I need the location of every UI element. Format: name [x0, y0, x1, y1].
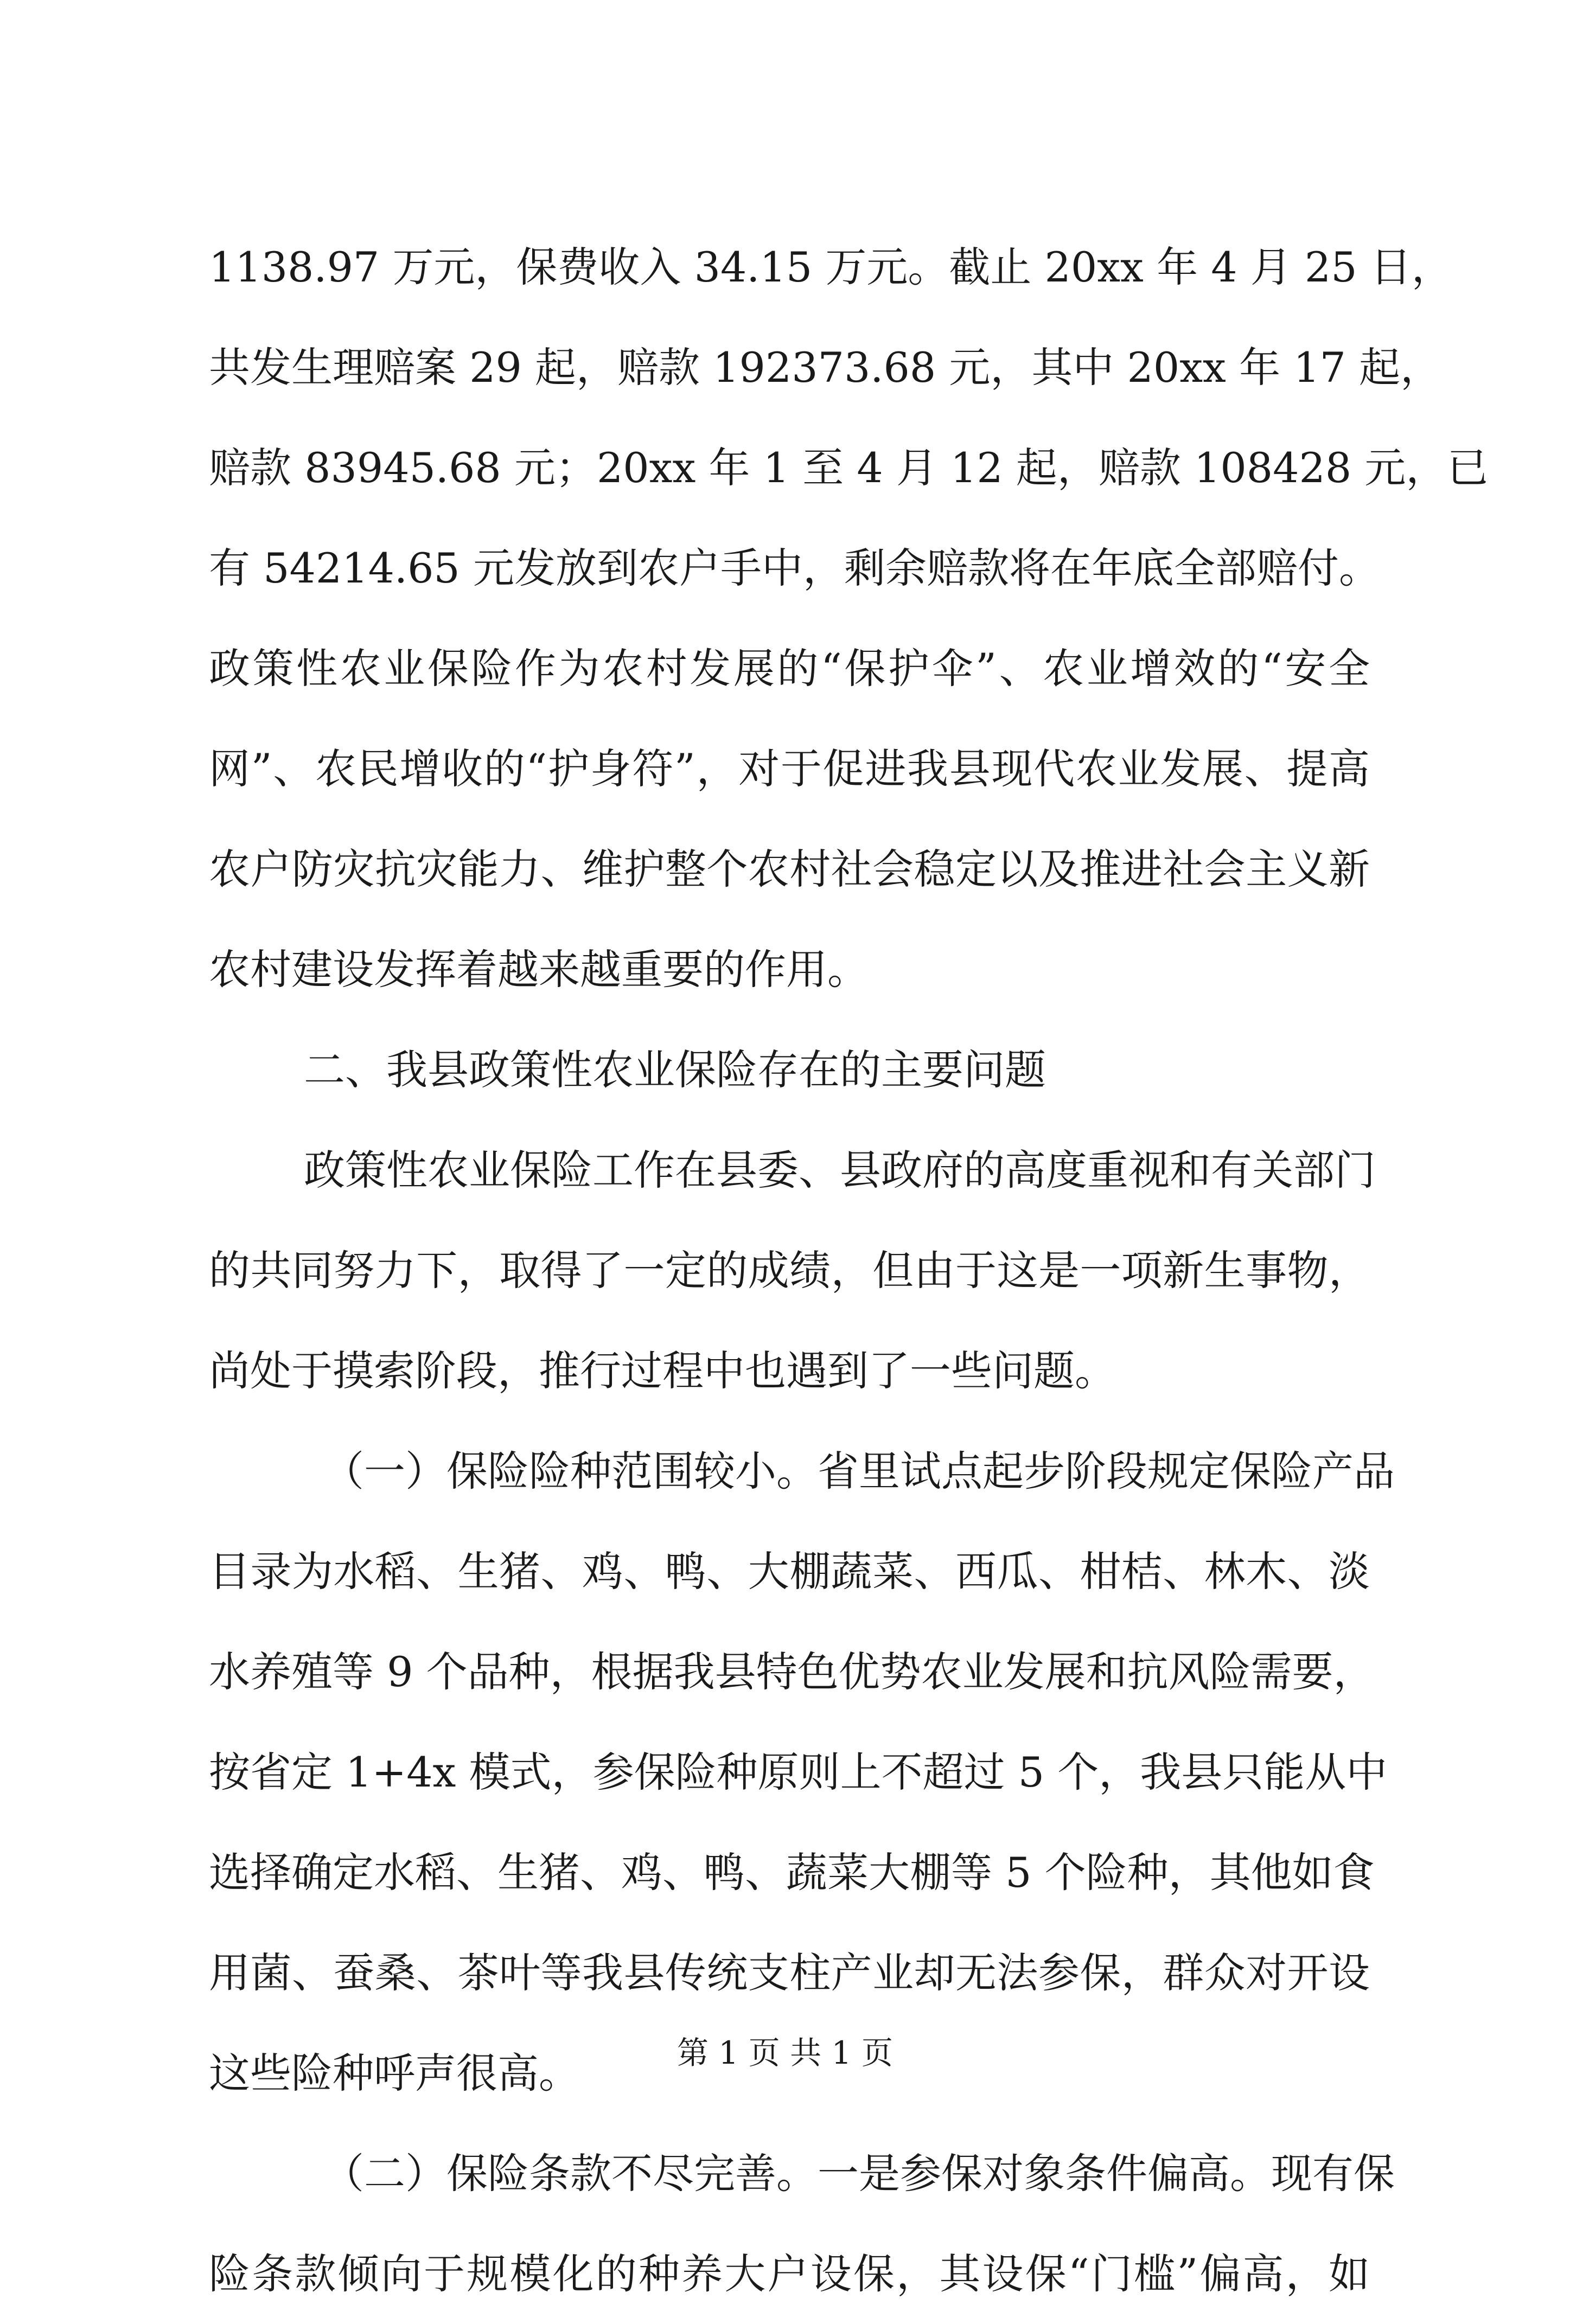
text-line: 目录为水稻、生猪、鸡、鸭、大棚蔬菜、西瓜、柑桔、林木、淡: [209, 1547, 1370, 1596]
text-line: 水养殖等 9 个品种，根据我县特色优势农业发展和抗风险需要，: [209, 1648, 1375, 1696]
text-line: 网”、农民增收的“护身符”，对于促进我县现代农业发展、提高: [209, 745, 1370, 793]
text-line: 有 54214.65 元发放到农户手中，剩余赔款将在年底全部赔付。: [209, 544, 1380, 592]
text-line: 农村建设发挥着越来越重要的作用。: [209, 945, 869, 994]
text-line: 按省定 1+4x 模式，参保险种原则上不超过 5 个，我县只能从中: [209, 1748, 1388, 1796]
text-line: 政策性农业保险工作在县委、县政府的高度重视和有关部门: [304, 1146, 1376, 1194]
text-line: 农户防灾抗灾能力、维护整个农村社会稳定以及推进社会主义新: [209, 845, 1370, 893]
text-line: 选择确定水稻、生猪、鸡、鸭、蔬菜大棚等 5 个险种，其他如食: [209, 1848, 1375, 1897]
text-line: 险条款倾向于规模化的种养大户设保，其设保“门槛”偏高，如: [209, 2250, 1370, 2298]
text-line: 赔款 83945.68 元；20xx 年 1 至 4 月 12 起，赔款 108428 元，已: [209, 444, 1489, 492]
text-line: 这些险种呼声很高。: [209, 2049, 580, 2097]
text-line: 1138.97 万元，保费收入 34.15 万元。截止 20xx 年 4 月 25 日，: [209, 243, 1453, 291]
text-line: （一）保险险种范围较小。省里试点起步阶段规定保险产品: [323, 1447, 1395, 1495]
document-body: [209, 217, 1489, 2324]
text-line: 用菌、蚕桑、茶叶等我县传统支柱产业却无法参保，群众对开设: [209, 1949, 1370, 1997]
page-footer: 第 1 页 共 1 页: [677, 2034, 893, 2071]
text-line: （二）保险条款不尽完善。一是参保对象条件偏高。现有保: [323, 2149, 1395, 2198]
text-line: 共发生理赔案 29 起，赔款 192373.68 元，其中 20xx 年 17 起，: [209, 343, 1442, 392]
text-line: 政策性农业保险作为农村发展的“保护伞”、农业增效的“安全: [209, 644, 1370, 693]
section-heading: 二、我县政策性农业保险存在的主要问题: [304, 1046, 1046, 1094]
text-line: 的共同努力下，取得了一定的成绩，但由于这是一项新生事物，: [209, 1246, 1370, 1295]
text-line: 尚处于摸索阶段，推行过程中也遇到了一些问题。: [209, 1347, 1116, 1395]
